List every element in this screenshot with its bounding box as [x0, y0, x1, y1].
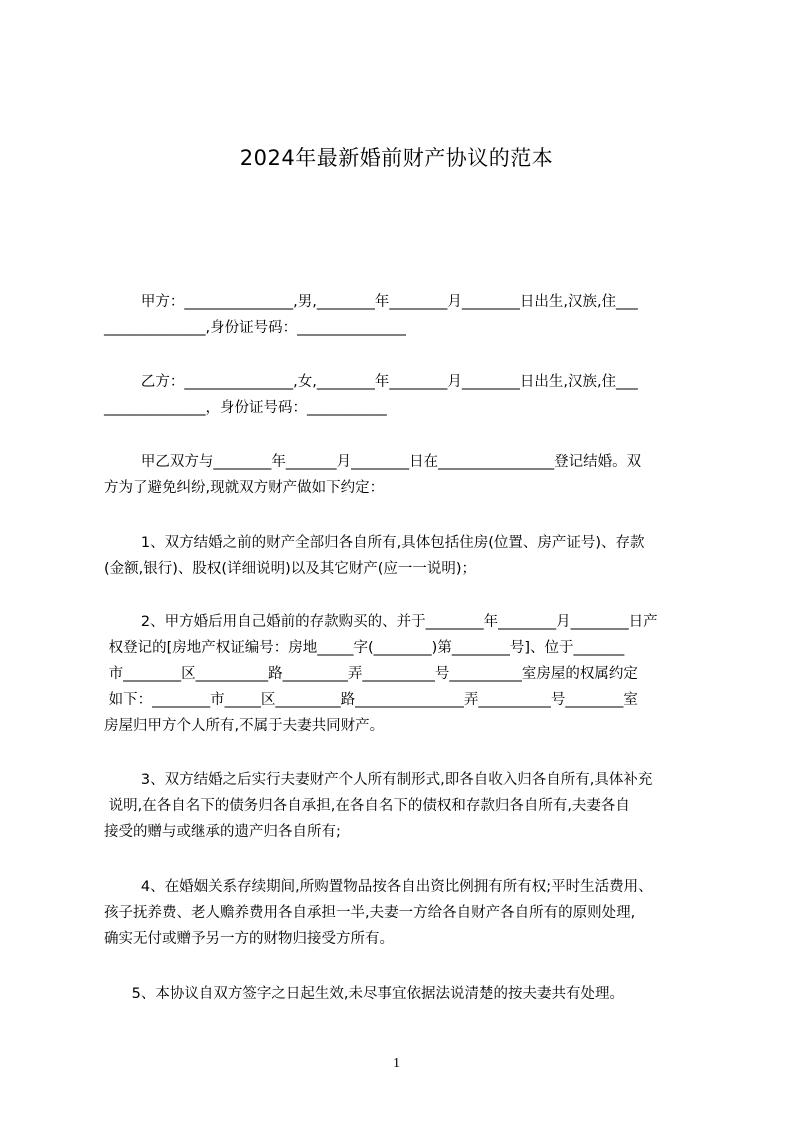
clause-1-line-1: 1、双方结婚之前的财产全部归各自所有,具体包括住房(位置、房产证号)、存款 [104, 535, 645, 551]
clause-2-line-1: 2、甲方婚后用自己婚前的存款购买的、并于________年________月________日产 [104, 614, 658, 630]
page-number: 1 [393, 1056, 400, 1071]
party-b-line-1: 乙方：_______________,女,________年________月________日出生,汉族,住___ [104, 374, 638, 390]
clause-4-line-3: 确实无付或赠予另一方的财物归接受方所有。 [104, 931, 394, 947]
clause-4-line-2: 孩子抚养费、老人赡养费用各自承担一半,夫妻一方给各自财产各自所有的原则处理, [104, 905, 636, 921]
clause-3-line-1: 3、双方结婚之后实行夫妻财产个人所有制形式,即各自收入归各自所有,具体补充 [104, 772, 653, 788]
intro-line-1: 甲乙双方与________年_______月________日在________________登记结婚。双 [104, 454, 642, 470]
clause-3-line-2: 说明,在各自名下的债务归各自承担,在各自名下的债权和存款归各自所有,夫妻各自 [104, 798, 630, 814]
clause-4-line-1: 4、在婚姻关系存续期间,所购置物品按各自出资比例拥有所有权;平时生活费用、 [104, 879, 653, 895]
clause-2-line-2: 权登记的[房地产权证编号：房地_____字(________)第________号]、位于_______ [104, 640, 625, 656]
party-b-line-2: ______________，身份证号码：___________ [104, 400, 387, 416]
clause-1-line-2: (金额,银行)、股权(详细说明)以及其它财产(应一一说明)； [104, 561, 477, 577]
clause-2-line-5: 房屋归甲方个人所有,不属于夫妻共同财产。 [104, 718, 385, 734]
party-a-line-1: 甲方：_______________,男,________年________月________日出生,汉族,住___ [104, 294, 638, 310]
clause-5-line-1: 5、本协议自双方签字之日起生效,未尽事宜依据法说清楚的按夫妻共有处理。 [104, 986, 624, 1002]
clause-2-line-4: 如下：________市_____区_________路_______________弄__________号________室 [104, 692, 638, 708]
document-title: 2024年最新婚前财产协议的范本 [239, 146, 554, 170]
party-a-line-2: ______________,身份证号码：_______________ [104, 320, 406, 336]
clause-3-line-3: 接受的赠与或继承的遗产归各自所有; [104, 824, 341, 840]
clause-2-line-3: 市________区__________路_________弄__________号__________室房屋的权属约定 [104, 666, 638, 682]
intro-line-2: 方为了避免纠纷,现就双方财产做如下约定： [104, 480, 385, 496]
